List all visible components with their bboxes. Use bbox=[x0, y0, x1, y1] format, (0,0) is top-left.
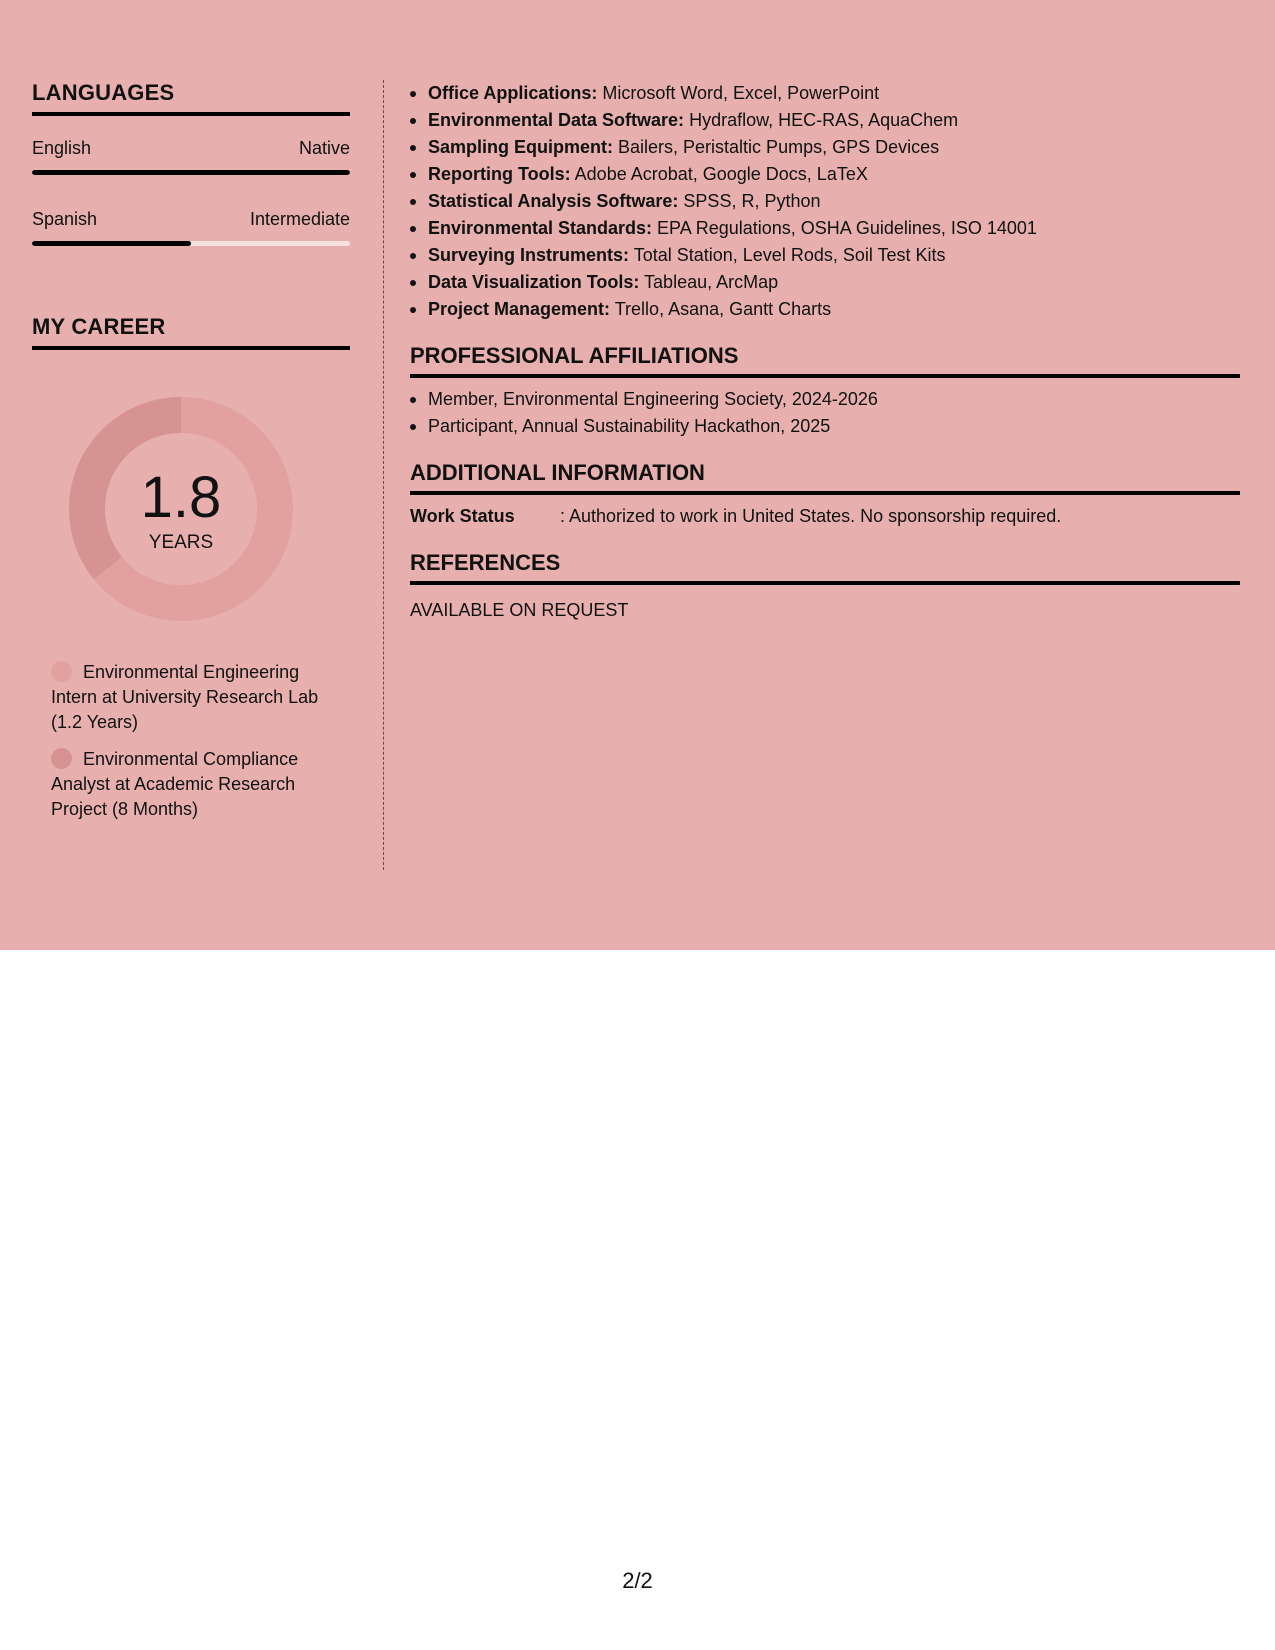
left-column bbox=[32, 80, 350, 834]
language-proficiency-fill bbox=[32, 241, 191, 246]
language-level: Intermediate bbox=[249, 209, 350, 229]
skills-list bbox=[410, 80, 1240, 323]
skill-item: Sampling Equipment: Bailers, Peristaltic Pumps, GPS Devices bbox=[410, 134, 1240, 161]
skill-item: Environmental Standards: EPA Regulations, OSHA Guidelines, ISO 14001 bbox=[410, 215, 1240, 242]
language-english bbox=[32, 136, 350, 175]
languages-heading: LANGUAGES bbox=[32, 80, 350, 116]
affiliation-item: Member, Environmental Engineering Society, 2024-2026 bbox=[410, 386, 1240, 413]
legend-dot-icon bbox=[51, 748, 72, 769]
career-total-unit: YEARS bbox=[148, 532, 214, 553]
affiliation-item: Participant, Annual Sustainability Hackathon, 2025 bbox=[410, 413, 1240, 440]
skill-item: Reporting Tools: Adobe Acrobat, Google Docs, LaTeX bbox=[410, 161, 1240, 188]
references-text: AVAILABLE ON REQUEST bbox=[410, 600, 629, 620]
work-status-value: : Authorized to work in United States. No sponsorship required. bbox=[560, 506, 1062, 526]
career-legend bbox=[51, 660, 341, 822]
page-number: 2/2 bbox=[622, 1568, 653, 1593]
skill-item: Statistical Analysis Software: SPSS, R, Python bbox=[410, 188, 1240, 215]
language-proficiency-bar bbox=[32, 170, 350, 175]
affiliations-list bbox=[410, 386, 1240, 440]
work-status-row bbox=[410, 503, 1240, 530]
column-divider bbox=[383, 80, 384, 870]
skill-item: Project Management: Trello, Asana, Gantt Charts bbox=[410, 296, 1240, 323]
career-total-value: 1.8 bbox=[140, 465, 222, 530]
skill-item: Surveying Instruments: Total Station, Level Rods, Soil Test Kits bbox=[410, 242, 1240, 269]
language-proficiency-fill bbox=[32, 170, 350, 175]
career-heading: MY CAREER bbox=[32, 314, 350, 350]
career-donut-chart bbox=[66, 394, 296, 624]
skill-item: Environmental Data Software: Hydraflow, HEC-RAS, AquaChem bbox=[410, 107, 1240, 134]
career-legend-item bbox=[51, 660, 341, 735]
career-legend-label: Environmental Compliance Analyst at Academic Research Project (8 Months) bbox=[51, 749, 299, 819]
legend-dot-icon bbox=[51, 661, 72, 682]
language-level: Native bbox=[298, 138, 350, 158]
affiliations-heading: PROFESSIONAL AFFILIATIONS bbox=[410, 343, 1240, 378]
additional-info-heading: ADDITIONAL INFORMATION bbox=[410, 460, 1240, 495]
skill-item: Office Applications: Microsoft Word, Excel, PowerPoint bbox=[410, 80, 1240, 107]
right-column bbox=[410, 80, 1240, 624]
language-proficiency-bar bbox=[32, 241, 350, 246]
references-heading: REFERENCES bbox=[410, 550, 1240, 585]
language-name: Spanish bbox=[32, 209, 98, 229]
work-status-label: Work Status bbox=[410, 506, 515, 526]
skill-item: Data Visualization Tools: Tableau, ArcMap bbox=[410, 269, 1240, 296]
language-name: English bbox=[32, 138, 92, 158]
career-legend-label: Environmental Engineering Intern at University Research Lab (1.2 Years) bbox=[51, 662, 319, 732]
career-legend-item bbox=[51, 747, 341, 822]
language-spanish bbox=[32, 207, 350, 246]
